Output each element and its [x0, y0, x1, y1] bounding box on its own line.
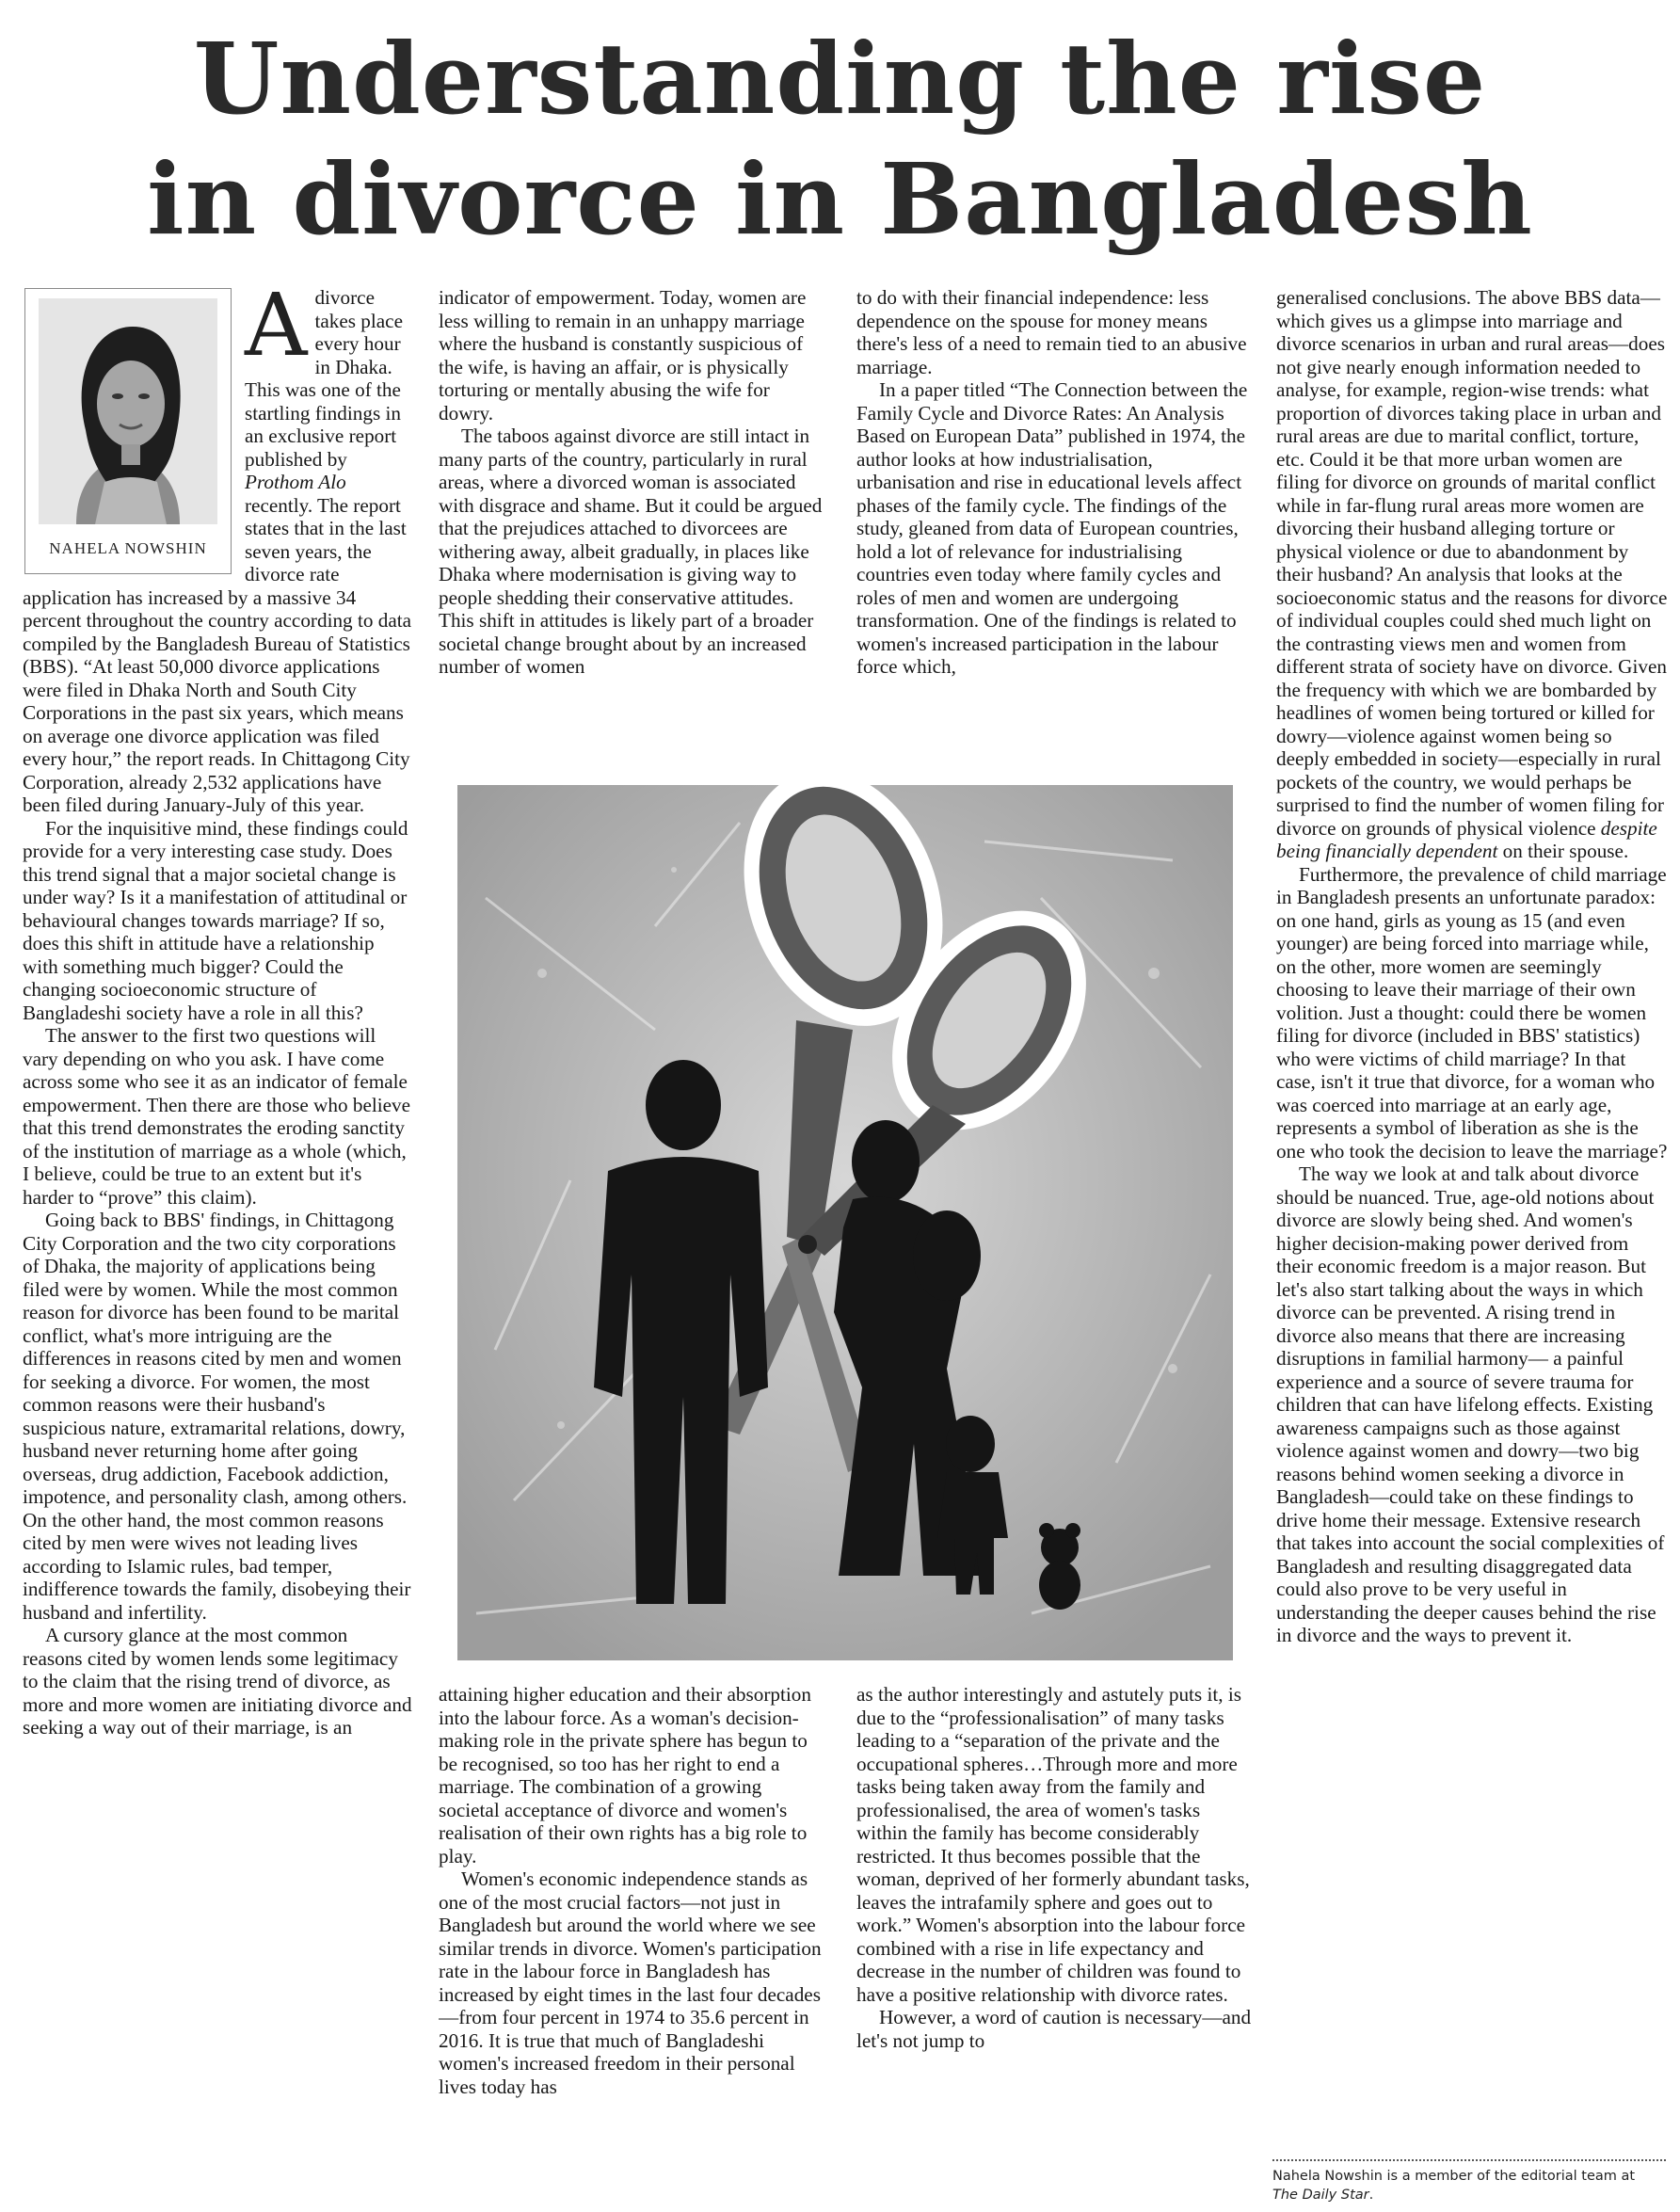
col2-top-paragraph-2: The taboos against divorce are still intact in many parts of the country, particularly in rural areas, where a divorced woman is associated with disgrace and shame. But it could be argued that the prejudices attached to divorcees are withering away, albeit gradually, in places like Dhaka where modernisation is giving way to people shedding their conservative attitudes. This shift in attitudes is likely part of a broader societal change brought about by an increased number of women — [439, 425, 823, 678]
col1-paragraph-1: A divorce takes place every hour in Dhaka. This was one of the startling findings in an exclusive report published by Prothom Alo recently. The report states that in the last seven years, the divorce rate application has increased by a massive 34 percent throughout the country according to data compiled by the Bangladesh Bureau of Statistics (BBS). “At least 50,000 divorce applications were filed in Dhaka North and South City Corporations in the past six years, which means on average one divorce application was filed every hour,” the report reads. In Chittagong City Corporation, already 2,532 applications have been filed during January-July of this year. — [23, 286, 412, 816]
drop-cap: A — [245, 286, 308, 376]
col3-top-paragraph-1: to do with their financial independence: less dependence on the spouse for money means there's less of a need to remain tied to an abusive marriage. — [856, 286, 1247, 378]
publication-name: The Daily Star — [1272, 2188, 1369, 2203]
footnote-divider — [1272, 2159, 1666, 2161]
col2-bottom-paragraph-1: attaining higher education and their absorption into the labour force. As a woman's decision-making role in the private sphere has begun to be recognised, so too has her right to end a marriage. The combination of a growing societal acceptance of divorce and women's realisation of their own rights has a big role to play. — [439, 1683, 811, 1867]
col2-top-paragraph-1: indicator of empowerment. Today, women are less willing to remain in an unhappy marriage where the husband is constantly suspicious of the wife, is having an affair, or is physically torturing or mentally abusing the wife for dowry. — [439, 286, 807, 425]
col4-paragraph-2: Furthermore, the prevalence of child marriage in Bangladesh presents an unfortunate paradox: on one hand, girls as young as 15 (and even younger) are being forced into marriage while, on the other, more women are seemingly choosing to leave their marriage of their own volition. Just a thought: could there be women filing for divorce (included in BBS' statistics) who were victims of child marriage? In that case, isn't it true that divorce, for a woman who was coerced into marriage at an early age, represents a symbol of liberation as she is the one who took the decision to leave the marriage? — [1276, 862, 1668, 1162]
col3-bottom-paragraph-1: as the author interestingly and astutely puts it, is due to the “professionalisation” of many tasks leading to a “separation of the private and the occupational spheres…Through more and more tasks being taken away from the family and professionalised, the area of women's tasks within the family has become considerably restricted. It thus becomes possible that the woman, deprived of her formerly abundant tasks, leaves the intrafamily sphere and goes out to work.” Women's absorption into the labour force combined with a rise in life expectancy and decrease in the number of children was found to have a positive relationship with divorce rates. — [856, 1683, 1250, 2006]
source-name: Prothom Alo — [245, 471, 346, 493]
col1-paragraph-2: For the inquisitive mind, these findings could provide for a very interesting case study. Does this trend signal that a major societal change is under way? Is it a manifestation of attitudinal or behavioural changes towards marriage? If so, does this shift in attitude have a relationship with something much bigger? Could the changing socioeconomic structure of Bangladeshi society have a role in all this? — [23, 816, 408, 1024]
column-3-top — [856, 286, 1252, 776]
author-footnote: Nahela Nowshin is a member of the editorial team at The Daily Star. — [1272, 2169, 1636, 2203]
col4-paragraph-3: The way we look at and talk about divorce should be nuanced. True, age-old notions about divorce are slowly being shed. And women's higher decision-making power derived from their economic freedom is a major reason. But let's also start talking about the ways in which divorce can be prevented. A rising trend in divorce also means that there are increasing disruptions in familial harmony— a painful experience and a source of severe trauma for children that can have lifelong effects. Existing awareness campaigns such as those against violence against women and dowry—two big reasons behind women seeking a divorce in Bangladesh—could take on these findings to drive home their message. Extensive research that takes into account the social complexities of Bangladesh and resulting disaggregated data could also prove to be very useful in understanding the deeper causes behind the rise in divorce and the ways to prevent it. — [1276, 1162, 1665, 1646]
col2-bottom-paragraph-2: Women's economic independence stands as one of the most crucial factors—not just in Bangladesh but around the world where we see similar trends in divorce. Women's participation rate in the labour force in Bangladesh has increased by eight times in the last four decades—from four percent in 1974 to 35.6 percent in 2016. It is true that much of Bangladeshi women's increased freedom in their personal lives today has — [439, 1867, 822, 2098]
col3-top-paragraph-2: In a paper titled “The Connection between the Family Cycle and Divorce Rates: An Analysis Based on European Data” published in 1974, the author looks at how industrialisation, urbanisation and rise in educational levels affect phases of the family cycle. The findings of the study, gleaned from data of European countries, hold a lot of relevance for industrialising countries even today where family cycles and roles of men and women are undergoing transformation. One of the findings is related to women's increased participation in the labour force which, — [856, 378, 1248, 678]
column-4 — [1276, 286, 1670, 2154]
col4-paragraph-1: generalised conclusions. The above BBS data—which gives us a glimpse into marriage and divorce scenarios in urban and rural areas—does not give nearly enough information needed to analyse, for example, region-wise trends: what proportion of divorces taking place in urban and rural areas are due to marital conflict, torture, etc. Could it be that more urban women are filing for divorce on grounds of marital conflict while in far-flung rural areas more women are divorcing their husband alleging torture or physical violence or due to abandonment by their husband? An analysis that looks at the socioeconomic status and the reasons for divorce of individual couples could shed much light on the contrasting views men and women from different strata of society have on divorce. Given the frequency with which we are bombarded by headlines of women being tortured or killed for dowry—violence against women being so deeply embedded in society—especially in rural pockets of the country, we would perhaps be surprised to find the number of women filing for divorce on grounds of physical violence despite being financially dependent on their spouse. — [1276, 286, 1668, 862]
column-3-bottom — [856, 1683, 1252, 2212]
column-2-bottom — [439, 1683, 824, 2212]
emphasis-text: despite being financially dependent — [1276, 816, 1657, 862]
headline-line-2: in divorce in Bangladesh — [147, 141, 1533, 257]
headline-line-1: Understanding the rise — [193, 21, 1487, 136]
col3-bottom-paragraph-2: However, a word of caution is necessary—and let's not jump to — [856, 2006, 1252, 2052]
col1-paragraph-3: The answer to the first two questions will vary depending on who you ask. I have come across some who see it as an indicator of female empowerment. Then there are those who believe that this trend demonstrates the eroding sanctity of the institution of marriage as a whole (which, I believe, could be true to an extent but it's harder to “prove” this claim). — [23, 1024, 411, 1209]
column-2-top — [439, 286, 824, 776]
col1-paragraph-5: A cursory glance at the most common reasons cited by women lends some legitimacy to the claim that the rising trend of divorce, as more and more women are initiating divorce and seeking a way out of their marriage, is an — [23, 1624, 412, 1739]
column-1 — [23, 286, 412, 2212]
divorce-illustration — [457, 785, 1233, 1660]
headline — [0, 19, 1680, 260]
author-byline: NAHELA NOWSHIN — [49, 539, 207, 557]
col1-paragraph-4: Going back to BBS' findings, in Chittagong City Corporation and the two city corporations of Dhaka, the majority of applications being filed were by women. While the most common reason for divorce has been found to be marital conflict, what's more intriguing are the differences in reasons cited by men and women for seeking a divorce. For women, the most common reasons were their husband's suspicious nature, extramarital relations, dowry, husband never returning home after going overseas, drug addiction, Facebook addiction, impotence, and personality clash, among others. On the other hand, the most common reasons cited by men were wives not leading lives according to Islamic rules, bad temper, indifference towards the family, disobeying their husband and infertility. — [23, 1209, 411, 1624]
